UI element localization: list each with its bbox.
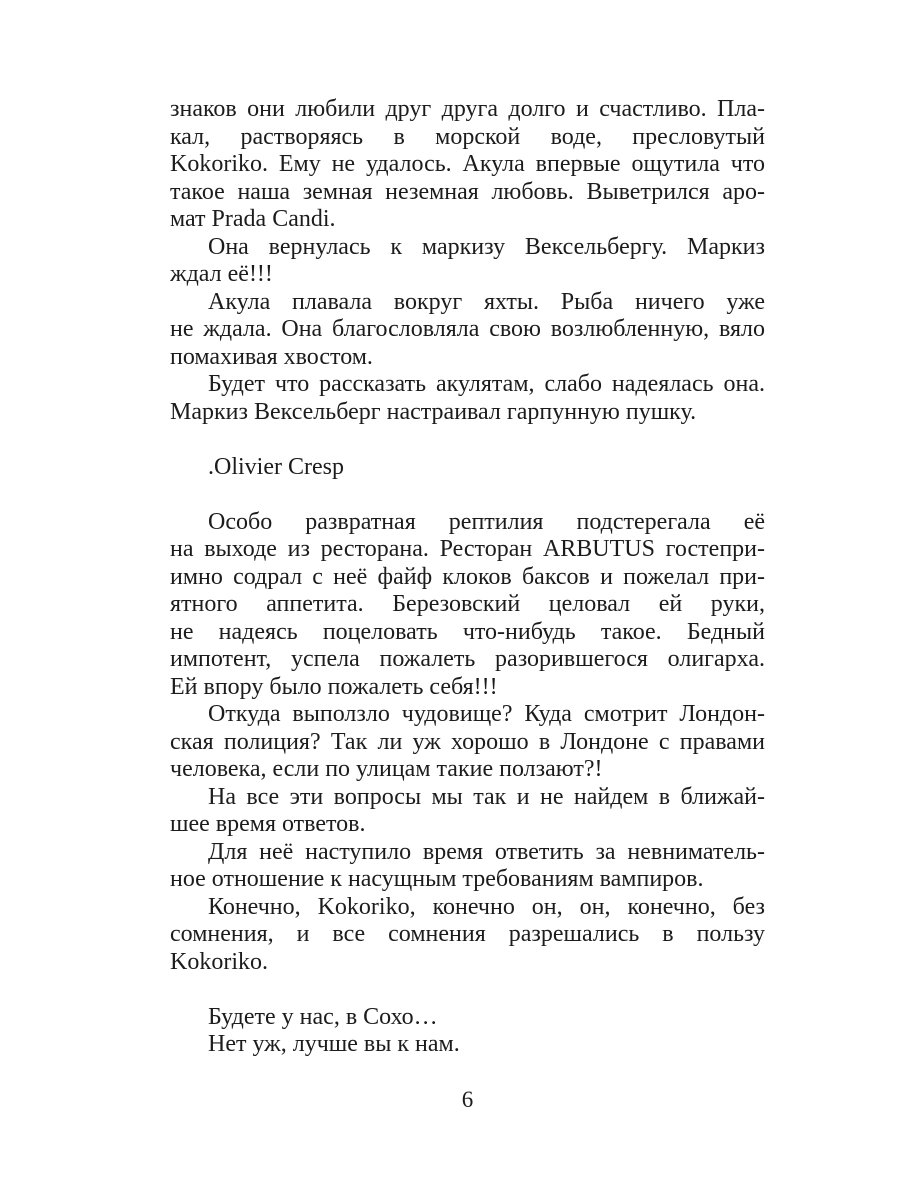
paragraph <box>170 839 765 894</box>
paragraph <box>170 509 765 702</box>
text-line: шее время ответов. <box>170 811 366 837</box>
text-line: помахивая хвостом. <box>170 343 373 370</box>
text-line: на выходе из ресторана. Ресторан ARBUTUS гостепри- <box>170 536 765 562</box>
text-line: Kokoriko. Ему не удалось. Акула впервые ощутила что <box>170 151 765 177</box>
text-block <box>170 96 765 1059</box>
text-line: имно содрал с неё файф клоков баксов и пожелал при- <box>170 563 765 590</box>
text-line: Особо развратная рептилия подстерегала её <box>208 508 765 535</box>
paragraph <box>170 701 765 784</box>
text-line: ская полиция? Так ли уж хорошо в Лондоне с правами <box>170 728 765 755</box>
paragraph <box>170 784 765 839</box>
text-line: .Olivier Cresp <box>208 453 344 480</box>
paragraph <box>170 1031 765 1059</box>
text-line: импотент, успела пожалеть разорившегося олигарха. <box>170 646 765 672</box>
text-line: не ждала. Она благословляла свою возлюбленную, вяло <box>170 316 765 342</box>
paragraph-spacer <box>170 481 765 509</box>
paragraph <box>170 96 765 234</box>
text-line: мат Prada Candi. <box>170 206 336 232</box>
paragraph <box>170 289 765 372</box>
paragraph-spacer <box>170 426 765 454</box>
paragraph <box>170 234 765 289</box>
text-line: ждал её!!! <box>170 261 273 287</box>
text-line: Акула плавала вокруг яхты. Рыба ничего уже <box>208 288 765 315</box>
page-number: 6 <box>461 1087 474 1112</box>
text-line: такое наша земная неземная любовь. Выветрился аро- <box>170 178 765 205</box>
text-line: ятного аппетита. Березовский целовал ей руки, <box>170 591 765 617</box>
text-line: Откуда выползло чудовище? Куда смотрит Лондон- <box>208 701 765 727</box>
text-line: Она вернулась к маркизу Вексельбергу. Маркиз <box>208 233 765 260</box>
text-line: кал, растворяясь в морской воде, пресловутый <box>170 123 765 150</box>
text-line: Конечно, Kokoriko, конечно он, он, конечно, без <box>208 893 765 920</box>
text-line: знаков они любили друг друга долго и счастливо. Пла- <box>170 96 765 122</box>
text-line: На все эти вопросы мы так и не найдем в ближай- <box>208 783 765 810</box>
text-line: Будет что рассказать акулятам, слабо надеялась она. <box>208 371 765 397</box>
paragraph <box>170 1004 765 1032</box>
text-line: Ей впору было пожалеть себя!!! <box>170 673 498 700</box>
text-line: не надеясь поцеловать что-нибудь такое. Бедный <box>170 618 765 645</box>
text-line: сомнения, и все сомнения разрешались в пользу <box>170 921 765 947</box>
text-line: Нет уж, лучше вы к нам. <box>208 1031 460 1057</box>
text-line: Маркиз Вексельберг настраивал гарпунную пушку. <box>170 398 697 425</box>
paragraph <box>170 894 765 977</box>
paragraph <box>170 371 765 426</box>
text-line: Kokoriko. <box>170 948 268 975</box>
text-line: Будете у нас, в Сохо… <box>208 1003 438 1030</box>
text-line: ное отношение к насущным требованиям вампиров. <box>170 866 704 892</box>
text-line: человека, если по улицам такие ползают?! <box>170 756 603 782</box>
paragraph-spacer <box>170 976 765 1004</box>
text-line: Для неё наступило время ответить за невниматель- <box>208 838 765 865</box>
paragraph <box>170 454 765 482</box>
